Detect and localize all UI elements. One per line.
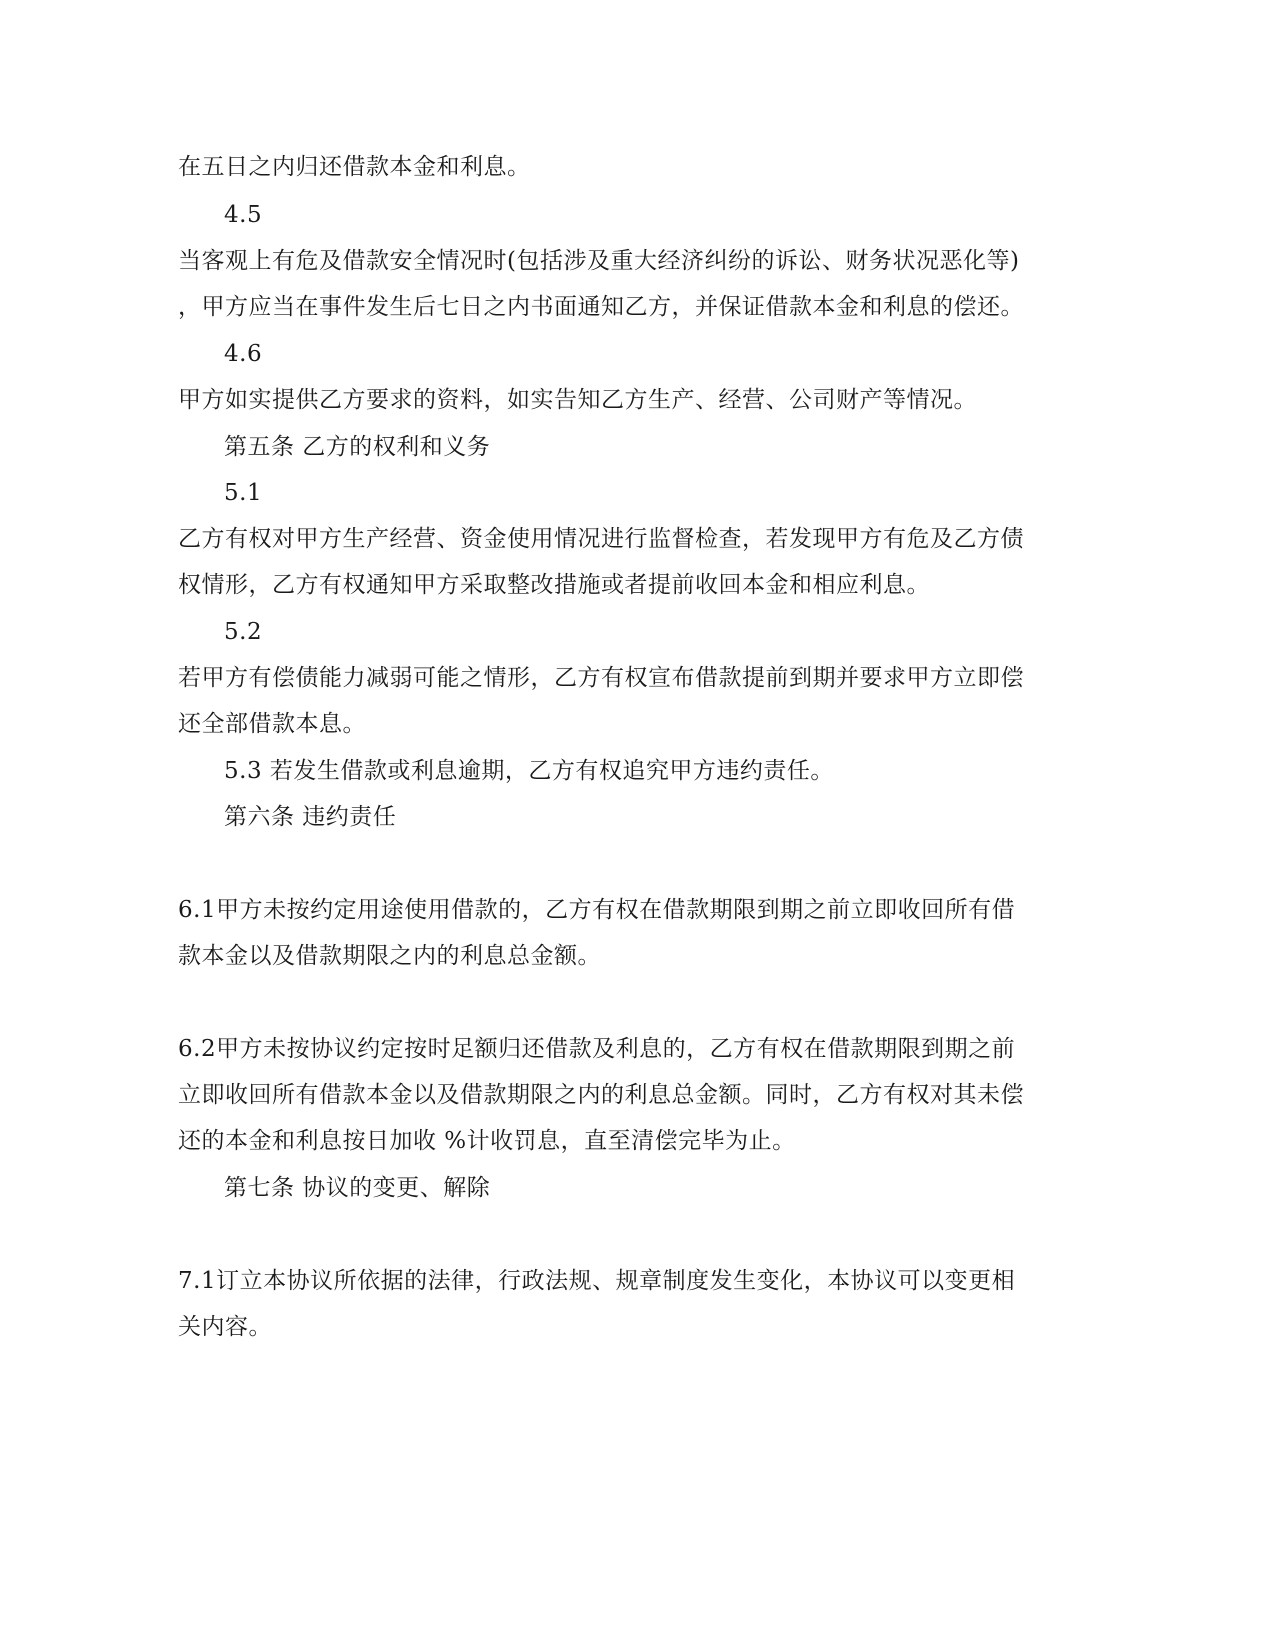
text-line: 在五日之内归还借款本金和利息。 xyxy=(178,154,531,180)
section-heading: 第七条 协议的变更、解除 xyxy=(224,1175,491,1201)
text-line: 立即收回所有借款本金以及借款期限之内的利息总金额。同时，乙方有权对其未偿 xyxy=(178,1082,1024,1108)
text-line: 乙方有权对甲方生产经营、资金使用情况进行监督检查，若发现甲方有危及乙方债 xyxy=(178,526,1024,552)
clause-number: 4.6 xyxy=(224,341,263,367)
text-line: 5.3 若发生借款或利息逾期，乙方有权追究甲方违约责任。 xyxy=(224,758,834,784)
section-heading: 第六条 违约责任 xyxy=(224,804,397,830)
clause-number: 4.5 xyxy=(224,202,263,228)
text-line: 若甲方有偿债能力减弱可能之情形，乙方有权宣布借款提前到期并要求甲方立即偿 xyxy=(178,665,1024,691)
text-line: 6.1甲方未按约定用途使用借款的，乙方有权在借款期限到期之前立即收回所有借 xyxy=(178,897,1016,923)
section-heading: 第五条 乙方的权利和义务 xyxy=(224,434,491,460)
text-line: 还的本金和利息按日加收 %计收罚息，直至清偿完毕为止。 xyxy=(178,1128,796,1154)
text-line: 7.1订立本协议所依据的法律，行政法规、规章制度发生变化，本协议可以变更相 xyxy=(178,1268,1016,1294)
clause-number: 5.2 xyxy=(224,619,263,645)
text-line: ，甲方应当在事件发生后七日之内书面通知乙方，并保证借款本金和利息的偿还。 xyxy=(178,294,1024,320)
text-line: 权情形，乙方有权通知甲方采取整改措施或者提前收回本金和相应利息。 xyxy=(178,572,930,598)
text-line: 甲方如实提供乙方要求的资料，如实告知乙方生产、经营、公司财产等情况。 xyxy=(178,387,977,413)
text-line: 款本金以及借款期限之内的利息总金额。 xyxy=(178,943,601,969)
text-line: 关内容。 xyxy=(178,1314,272,1340)
text-line: 6.2甲方未按协议约定按时足额归还借款及利息的，乙方有权在借款期限到期之前 xyxy=(178,1036,1016,1062)
text-line: 还全部借款本息。 xyxy=(178,711,366,737)
clause-number: 5.1 xyxy=(224,480,263,506)
text-line: 当客观上有危及借款安全情况时(包括涉及重大经济纠纷的诉讼、财务状况恶化等) xyxy=(178,248,1020,274)
